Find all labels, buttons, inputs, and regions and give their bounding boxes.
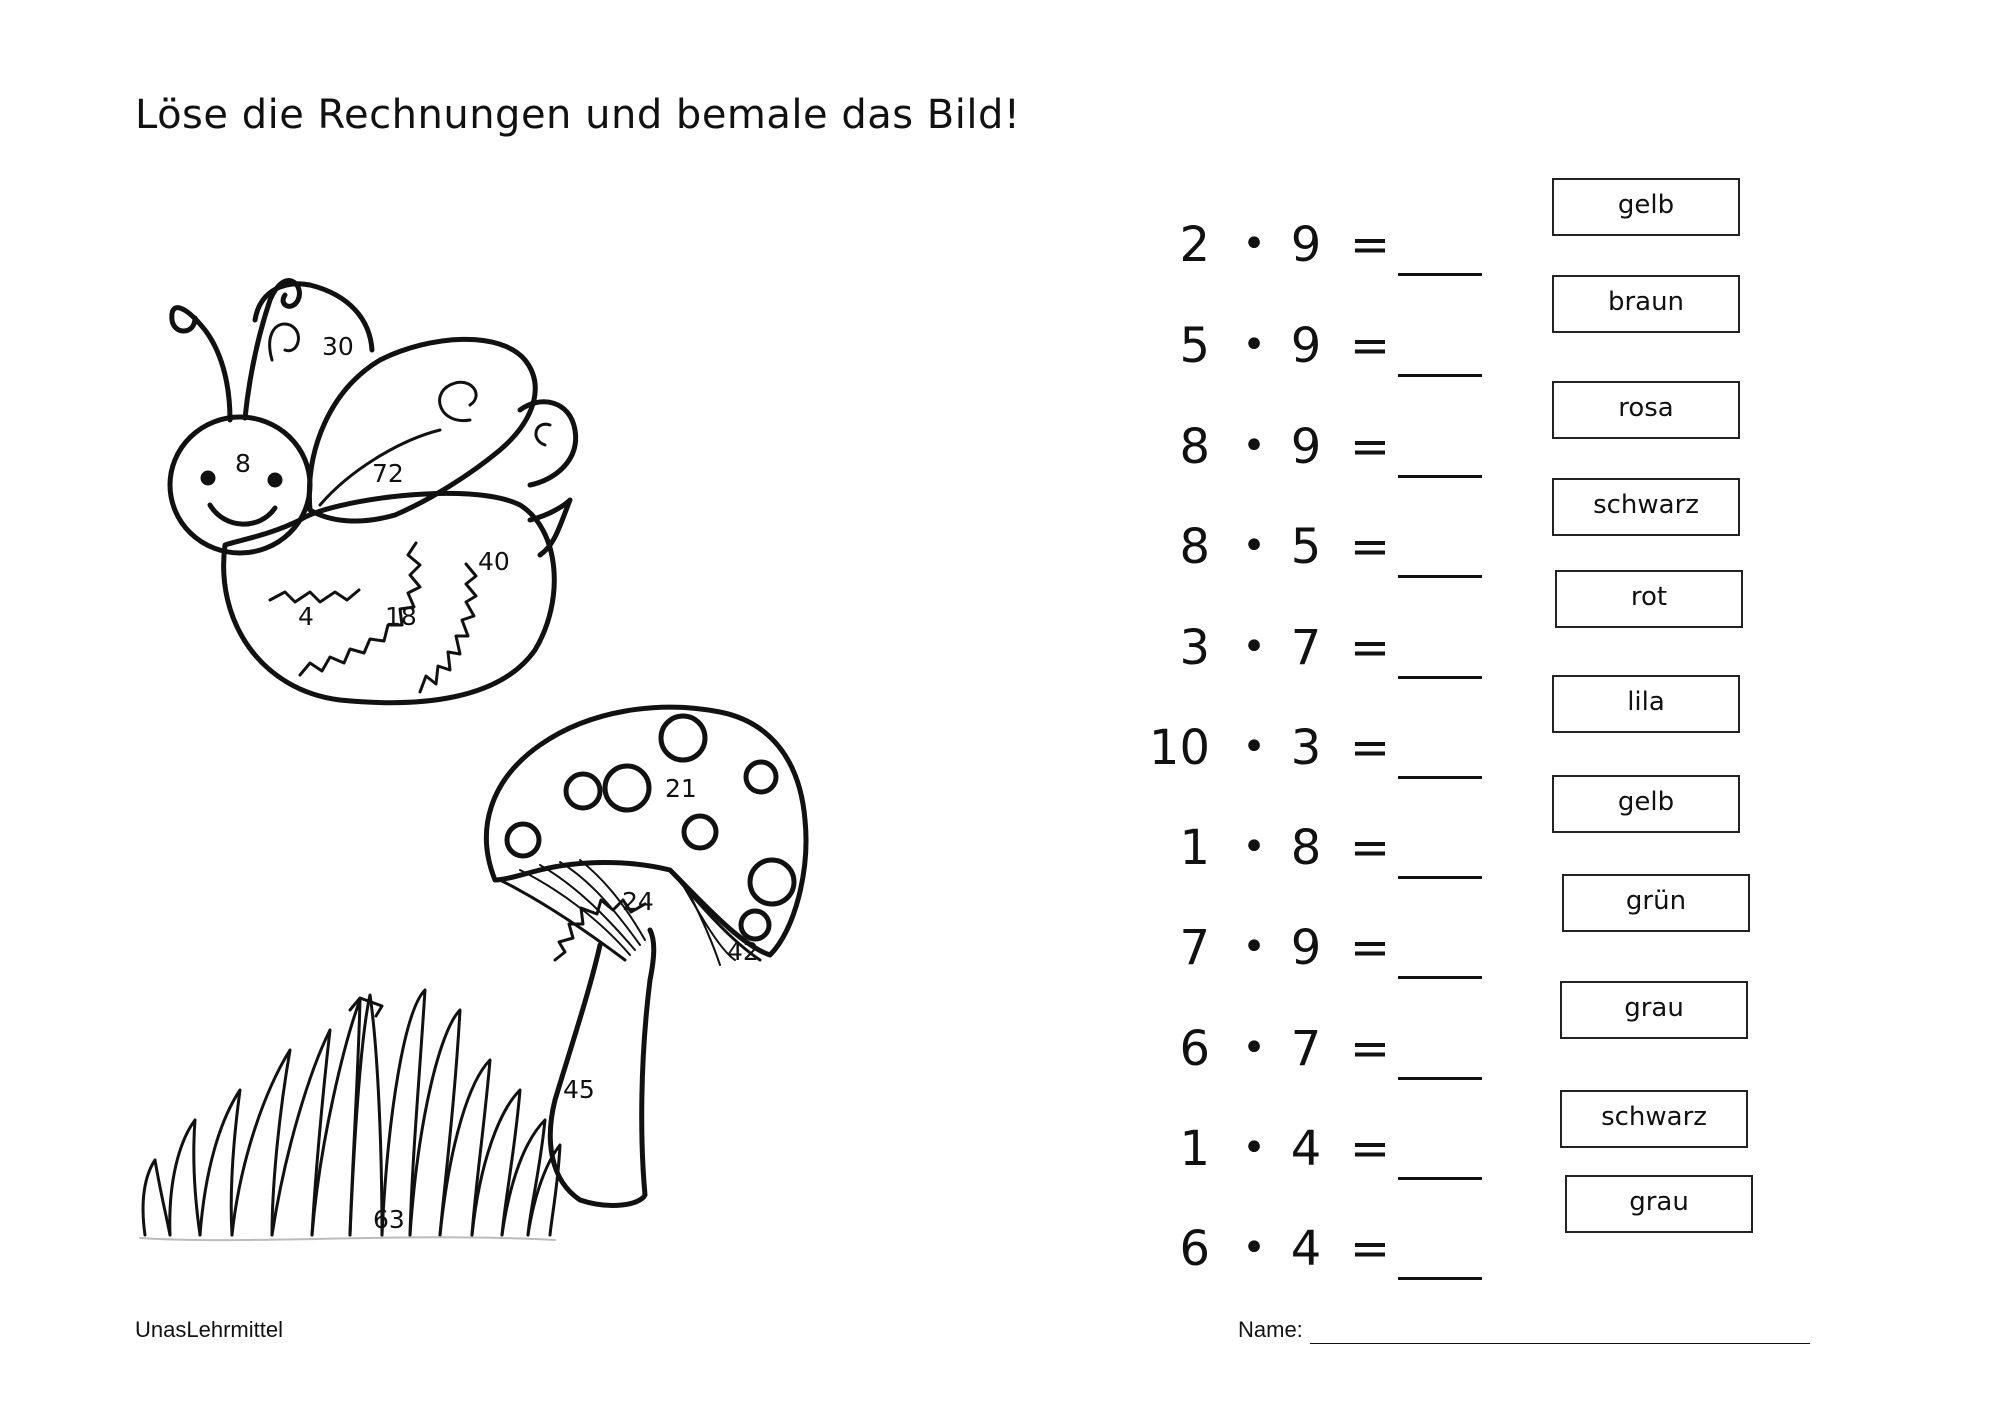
factor-a: 1 [1179,1121,1210,1177]
answer-blank[interactable] [1398,1277,1482,1280]
equation-row [1140,1099,1960,1199]
equals-sign: = [1349,920,1391,976]
factor-b: 9 [1290,318,1322,374]
answer-blank[interactable] [1398,374,1482,377]
multiply-dot: • [1242,221,1266,267]
factor-a: 2 [1179,217,1210,273]
picture-number: 45 [563,1075,595,1104]
picture-number: 18 [385,602,417,631]
factor-a: 1 [1179,820,1210,876]
factor-a: 6 [1179,1221,1210,1277]
color-label: lila [1552,675,1740,733]
multiply-dot: • [1242,924,1266,970]
factor-b: 9 [1290,419,1322,475]
answer-blank[interactable] [1398,475,1482,478]
answer-blank[interactable] [1398,776,1482,779]
multiply-dot: • [1242,1025,1266,1071]
brand-footer: UnasLehrmittel [135,1317,283,1342]
equals-sign: = [1349,1221,1391,1277]
answer-blank[interactable] [1398,976,1482,979]
equals-sign: = [1349,419,1391,475]
answer-blank[interactable] [1398,676,1482,679]
name-field[interactable] [1310,1343,1810,1344]
factor-b: 7 [1290,1021,1322,1077]
factor-b: 8 [1290,820,1322,876]
answer-blank[interactable] [1398,1077,1482,1080]
multiply-dot: • [1242,624,1266,670]
equals-sign: = [1349,720,1391,776]
factor-b: 7 [1290,620,1322,676]
equals-sign: = [1349,1021,1391,1077]
equation-row [1140,490,1960,597]
equation-row [1140,287,1960,396]
multiply-dot: • [1242,824,1266,870]
picture-number: 24 [622,887,654,916]
picture-number: 42 [727,937,759,966]
factor-b: 5 [1290,519,1322,575]
grass-illustration [140,990,560,1240]
equals-sign: = [1349,620,1391,676]
color-label: gelb [1552,775,1740,833]
snail-illustration [170,281,576,703]
color-label: grün [1562,874,1750,932]
equation-row [1140,687,1960,798]
picture-number: 21 [665,774,697,803]
color-label: grau [1565,1175,1753,1233]
color-label: rot [1555,570,1743,628]
answer-blank[interactable] [1398,876,1482,879]
factor-a: 6 [1179,1021,1210,1077]
picture-number: 30 [322,332,354,361]
color-label: braun [1552,275,1740,333]
factor-b: 4 [1290,1121,1322,1177]
multiply-dot: • [1242,322,1266,368]
equals-sign: = [1349,1121,1391,1177]
answer-blank[interactable] [1398,1177,1482,1180]
name-label: Name: [1238,1317,1303,1342]
equals-sign: = [1349,820,1391,876]
color-label: grau [1560,981,1748,1039]
equation-row [1140,993,1960,1099]
answer-blank[interactable] [1398,575,1482,578]
picture-number: 63 [373,1205,405,1234]
snail-head [170,417,310,553]
equation-row [1140,886,1960,998]
multiply-dot: • [1242,1125,1266,1171]
equation-row [1140,1187,1960,1299]
factor-a: 7 [1179,920,1210,976]
page-title: Löse die Rechnungen und bemale das Bild! [135,92,1021,138]
equation-row [1140,393,1960,497]
factor-a: 8 [1179,519,1210,575]
picture-number: 72 [372,459,404,488]
color-label: schwarz [1560,1090,1748,1148]
color-label: schwarz [1552,478,1740,536]
factor-a: 8 [1179,419,1210,475]
equals-sign: = [1349,519,1391,575]
color-label: gelb [1552,178,1740,236]
equals-sign: = [1349,217,1391,273]
factor-a: 10 [1148,720,1210,776]
factor-a: 3 [1179,620,1210,676]
multiply-dot: • [1242,724,1266,770]
factor-a: 5 [1179,318,1210,374]
factor-b: 4 [1290,1221,1322,1277]
picture-number: 8 [235,449,251,478]
multiply-dot: • [1242,423,1266,469]
multiply-dot: • [1242,1225,1266,1271]
factor-b: 3 [1290,720,1322,776]
factor-b: 9 [1290,920,1322,976]
equation-row [1140,582,1960,698]
color-label: rosa [1552,381,1740,439]
equation-row [1140,787,1960,898]
equals-sign: = [1349,318,1391,374]
multiply-dot: • [1242,523,1266,569]
factor-b: 9 [1290,217,1322,273]
picture-number: 4 [298,602,314,631]
picture-number: 40 [478,547,510,576]
equation-row [1140,190,1960,295]
answer-blank[interactable] [1398,273,1482,276]
mushroom-stem [550,930,653,1205]
